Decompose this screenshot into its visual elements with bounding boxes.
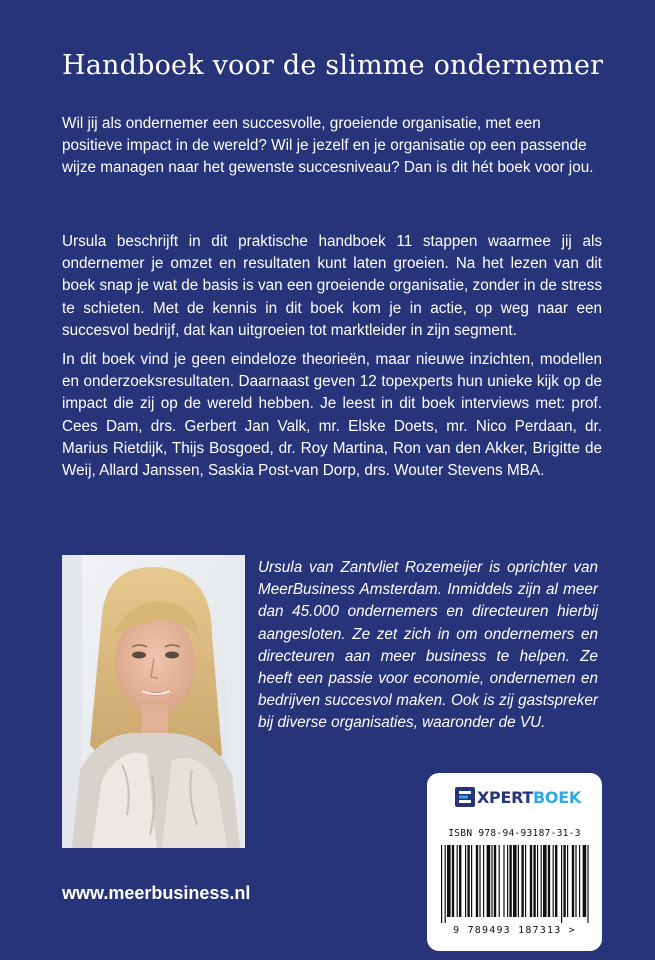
steps-paragraph: Ursula beschrijft in dit praktische handboek 11 stappen waarmee jij als ondernemer je omzet en resultaten kunt laten groeien. Na het lezen van dit boek snap je wat de basis is van een groeiende organisatie, zonder in de stress te schieten. Met de kennis in dit boek kom je in actie, op weg naar een succesvol bedrijf, dat kan uitgroeien tot marktleider in zijn segment. (62, 233, 602, 339)
ean-barcode-icon (439, 845, 590, 923)
expertboek-logo-icon (455, 787, 475, 807)
website-link[interactable]: www.meerbusiness.nl (62, 883, 251, 903)
author-photo (62, 555, 245, 848)
barcode-panel (427, 773, 602, 951)
barcode-number: 9 789493 187313 > (453, 925, 576, 936)
author-portrait-icon (62, 555, 245, 848)
publisher-name: XPERTBOEK (477, 787, 581, 807)
publisher-logo (455, 787, 581, 807)
book-title: Handboek voor de slimme ondernemer (62, 50, 604, 81)
interviews-paragraph: In dit boek vind je geen eindeloze theorieën, maar nieuwe inzichten, modellen en onderzoeksresultaten. Daarnaast geven 12 topexperts hun unieke kijk op de impact die zij op de wereld hebben. Je leest in dit boek interviews met: prof. Cees Dam, drs. Gerbert Jan Valk, mr. Elske Doets, mr. Nico Perdaan, dr. Marius Rietdijk, Thijs Bosgoed, dr. Roy Martina, Ron van den Akker, Brigitte de Weij, Allard Janssen, Saskia Post-van Dorp, drs. Wouter Stevens MBA. (62, 351, 602, 480)
author-bio: Ursula van Zantvliet Rozemeijer is oprichter van MeerBusiness Amsterdam. Inmiddels zijn al meer dan 45.000 ondernemers en directeuren hierbij aangesloten. Ze zet zich in om ondernemers en directeuren aan meer business te helpen. Ze heeft een passie voor economie, ondernemen en bedrijven succesvol maken. Ook is zij gastspreker bij diverse organisaties, waaronder de VU. (258, 559, 598, 732)
isbn-label: ISBN 978-94-93187-31-3 (448, 828, 581, 839)
intro-paragraph: Wil jij als ondernemer een succesvolle, groeiende organisatie, met een positieve impact in de wereld? Wil je jezelf en je organisatie op een passende wijze managen naar het gewenste succesniveau? Dan is dit hét boek voor jou. (62, 115, 594, 177)
